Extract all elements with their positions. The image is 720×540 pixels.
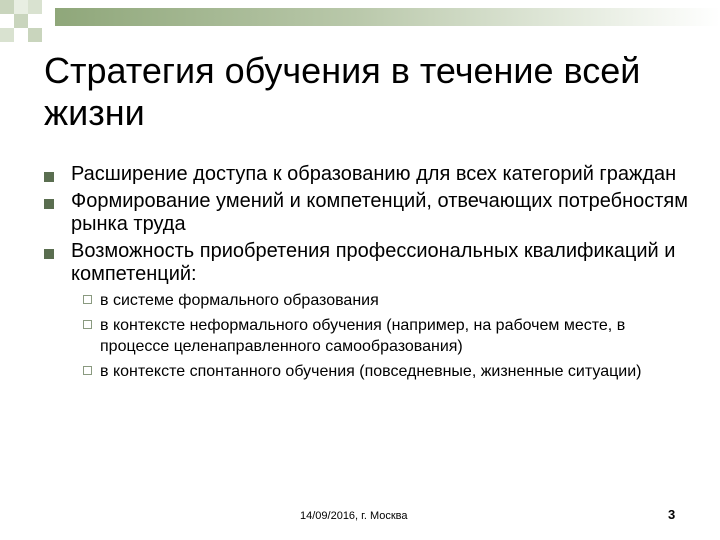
decor-square [14,0,28,14]
square-bullet-icon [44,199,54,209]
decor-square [0,28,14,42]
slide-title: Стратегия обучения в течение всей жизни [44,50,641,133]
decor-square [0,0,14,14]
header-decoration [0,0,720,50]
decor-square [14,14,28,28]
slide-footer: 14/09/2016, г. Москва [300,510,408,522]
list-item [44,163,694,186]
square-bullet-icon [44,249,54,259]
sub-list-item [71,315,694,357]
bullet-list [44,163,694,386]
bullet-text: Формирование умений и компетенций, отвечающих потребностям рынка труда [71,190,689,235]
bullet-text: Возможность приобретения профессиональных квалификаций и компетенций: [71,240,676,285]
hollow-square-bullet-icon [83,366,92,375]
sub-bullet-text: в контексте неформального обучения (например, на рабочем месте, в процессе целенаправленного самообразования) [100,317,626,355]
sub-bullet-list [71,290,694,382]
hollow-square-bullet-icon [83,295,92,304]
list-item [44,240,694,382]
bullet-text: Расширение доступа к образованию для всех категорий граждан [71,163,677,185]
list-item [44,190,694,236]
decor-square [28,0,42,14]
square-bullet-icon [44,172,54,182]
sub-bullet-text: в системе формального образования [100,292,379,309]
sub-list-item [71,361,694,382]
hollow-square-bullet-icon [83,320,92,329]
sub-list-item [71,290,694,311]
decor-square [28,28,42,42]
sub-bullet-text: в контексте спонтанного обучения (повседневные, жизненные ситуации) [100,363,642,380]
header-gradient-bar [55,8,720,26]
page-number: 3 [668,507,676,522]
